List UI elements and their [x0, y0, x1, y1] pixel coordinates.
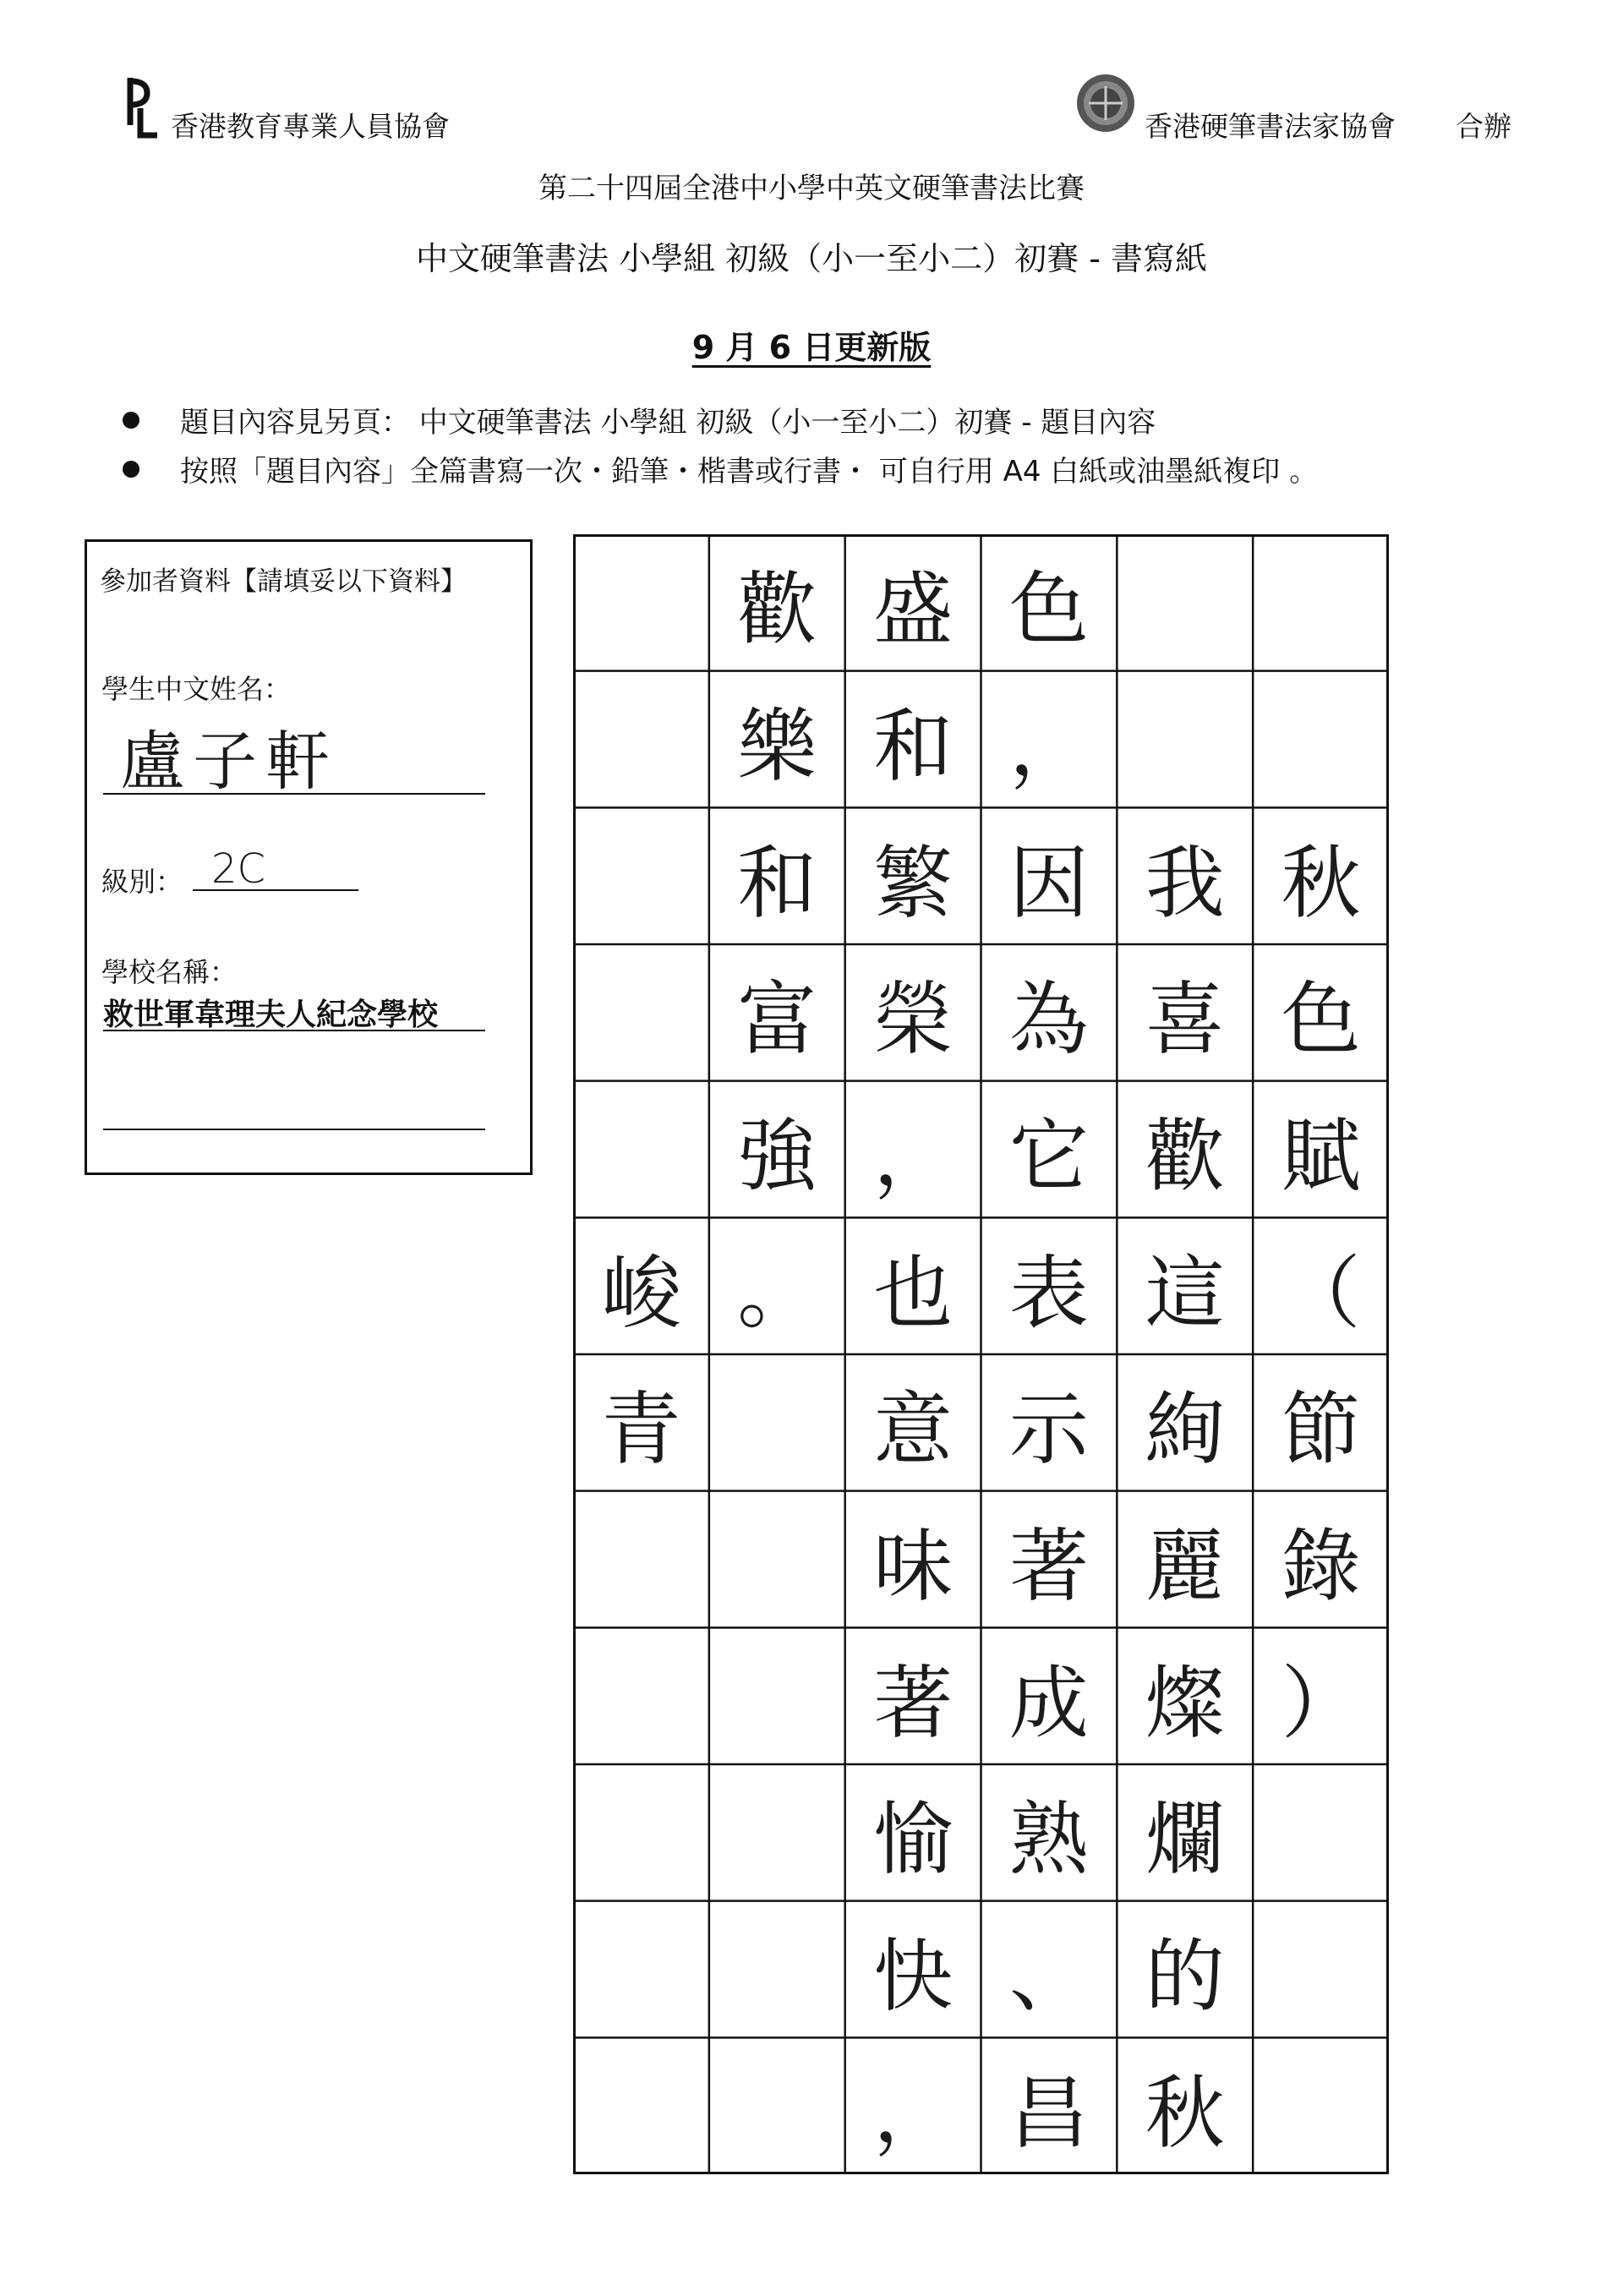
grid-cell[interactable]: 這 — [1145, 1247, 1225, 1340]
sheet-title: 中文硬筆書法 小學組 初級（小一至小二）初賽 - 書寫紙 — [415, 240, 1208, 277]
grid-cell[interactable]: 著 — [1008, 1520, 1089, 1613]
grid-cell[interactable] — [709, 1491, 845, 1628]
grid-cell[interactable]: ， — [1008, 700, 1089, 793]
grid-cell[interactable] — [1253, 1764, 1389, 1901]
grid-cell[interactable]: 昌 — [1008, 2067, 1089, 2160]
grid-cell[interactable] — [573, 1081, 709, 1218]
grid-cell[interactable]: 和 — [737, 837, 817, 930]
grid-cell[interactable]: 。 — [737, 1247, 817, 1340]
co-organize-label: 合辦 — [1456, 110, 1511, 143]
association-seal-icon — [1072, 69, 1139, 137]
school-underline — [103, 1030, 485, 1031]
grid-cell[interactable]: 繁 — [873, 837, 954, 930]
grid-cell[interactable]: 表 — [1008, 1247, 1089, 1340]
grid-cell[interactable] — [1253, 2037, 1389, 2174]
grid-cell[interactable]: ， — [873, 1110, 954, 1203]
grid-cell[interactable]: 成 — [1008, 1657, 1089, 1750]
grid-cell[interactable]: 錄 — [1281, 1520, 1361, 1613]
grid-cell[interactable]: 絢 — [1145, 1384, 1225, 1477]
grid-cell[interactable] — [573, 534, 709, 671]
right-organizer: 香港硬筆書法家協會 — [1145, 110, 1396, 143]
grid-cell[interactable] — [573, 1764, 709, 1901]
grid-cell[interactable]: 喜 — [1145, 974, 1225, 1067]
version-note: 9 月 6 日更新版 — [691, 329, 932, 366]
grid-cell[interactable]: 著 — [873, 1657, 954, 1750]
grid-cell[interactable]: 意 — [873, 1384, 954, 1477]
grid-cell[interactable] — [573, 944, 709, 1081]
grid-cell[interactable] — [1117, 671, 1253, 808]
grade-underline — [193, 889, 358, 891]
left-organizer: 香港教育專業人員協會 — [171, 110, 450, 143]
grid-cell[interactable]: 強 — [737, 1110, 817, 1203]
grid-cell[interactable]: 色 — [1008, 564, 1089, 657]
grid-cell[interactable] — [709, 1764, 845, 1901]
grid-cell[interactable]: 它 — [1008, 1110, 1089, 1203]
bullet-icon — [123, 461, 139, 478]
grid-cell[interactable]: 峻 — [601, 1247, 681, 1340]
grid-cell[interactable]: 歡 — [737, 564, 817, 657]
participant-info-header: 參加者資料【請填妥以下資料】 — [100, 566, 467, 597]
grid-cell[interactable] — [573, 1491, 709, 1628]
grid-cell[interactable]: 燦 — [1145, 1657, 1225, 1750]
grid-cell[interactable]: 爛 — [1145, 1794, 1225, 1887]
grid-cell[interactable]: 麗 — [1145, 1520, 1225, 1613]
grid-cell[interactable]: 、 — [1008, 1930, 1089, 2023]
grid-cell[interactable]: 富 — [737, 974, 817, 1067]
name-label: 學生中文姓名： — [101, 673, 292, 705]
grid-cell[interactable] — [573, 2037, 709, 2174]
grid-cell[interactable] — [709, 2037, 845, 2174]
grid-cell[interactable]: 愉 — [873, 1794, 954, 1887]
grid-cell[interactable] — [709, 1627, 845, 1764]
grid-cell[interactable]: 樂 — [737, 700, 817, 793]
grid-cell[interactable] — [1253, 1901, 1389, 2038]
grid-cell[interactable]: 因 — [1008, 837, 1089, 930]
grid-cell[interactable]: ） — [1281, 1657, 1361, 1750]
grid-cell[interactable]: 秋 — [1281, 837, 1361, 930]
competition-title: 第二十四屆全港中小學中英文硬筆書法比賽 — [538, 172, 1085, 205]
grid-cell[interactable]: 節 — [1281, 1384, 1361, 1477]
name-underline — [103, 793, 485, 795]
grid-cell[interactable]: 我 — [1145, 837, 1225, 930]
school-name-field[interactable]: 救世軍韋理夫人紀念學校 — [103, 997, 439, 1032]
grid-cell[interactable] — [1117, 534, 1253, 671]
grid-cell[interactable]: 色 — [1281, 974, 1361, 1067]
instruction-item: 按照「題目內容」全篇書寫一次・鉛筆・楷書或行書・ 可自行用 A4 白紙或油墨紙複印 。 — [123, 448, 1318, 489]
grid-cell[interactable]: 味 — [873, 1520, 954, 1613]
grid-cell[interactable]: 賦 — [1281, 1110, 1361, 1203]
grade-field[interactable]: 2C — [211, 845, 266, 893]
grid-cell[interactable]: 也 — [873, 1247, 954, 1340]
grid-cell[interactable] — [573, 1627, 709, 1764]
grid-cell[interactable]: 榮 — [873, 974, 954, 1067]
student-name-field[interactable]: 盧子軒 — [120, 724, 338, 799]
grid-cell[interactable]: 熟 — [1008, 1794, 1089, 1887]
grid-cell[interactable] — [1253, 671, 1389, 808]
grid-cell[interactable]: 為 — [1008, 974, 1089, 1067]
grid-cell[interactable] — [573, 1901, 709, 2038]
school-underline — [103, 1129, 485, 1130]
grid-cell[interactable] — [709, 1354, 845, 1491]
grid-cell[interactable]: 的 — [1145, 1930, 1225, 2023]
bullet-icon — [123, 412, 139, 429]
grid-cell[interactable]: 歡 — [1145, 1110, 1225, 1203]
pta-logo — [118, 74, 159, 140]
grid-cell[interactable] — [573, 671, 709, 808]
grid-cell[interactable]: （ — [1281, 1247, 1361, 1340]
writing-grid — [573, 534, 1389, 2174]
grid-cell[interactable] — [573, 807, 709, 944]
grid-cell[interactable]: 和 — [873, 700, 954, 793]
grid-cell[interactable]: ， — [873, 2067, 954, 2160]
grade-label: 級別： — [101, 866, 183, 898]
grid-cell[interactable] — [1253, 534, 1389, 671]
participant-info-box — [85, 539, 533, 1175]
instruction-item: 題目內容見另頁： 中文硬筆書法 小學組 初級（小一至小二）初賽 - 題目內容 — [123, 399, 1156, 440]
grid-cell[interactable] — [709, 1901, 845, 2038]
grid-cell[interactable]: 秋 — [1145, 2067, 1225, 2160]
grid-cell[interactable]: 盛 — [873, 564, 954, 657]
school-label: 學校名稱： — [101, 956, 238, 988]
grid-cell[interactable]: 青 — [601, 1384, 681, 1477]
grid-cell[interactable]: 快 — [873, 1930, 954, 2023]
grid-cell[interactable]: 示 — [1008, 1384, 1089, 1477]
